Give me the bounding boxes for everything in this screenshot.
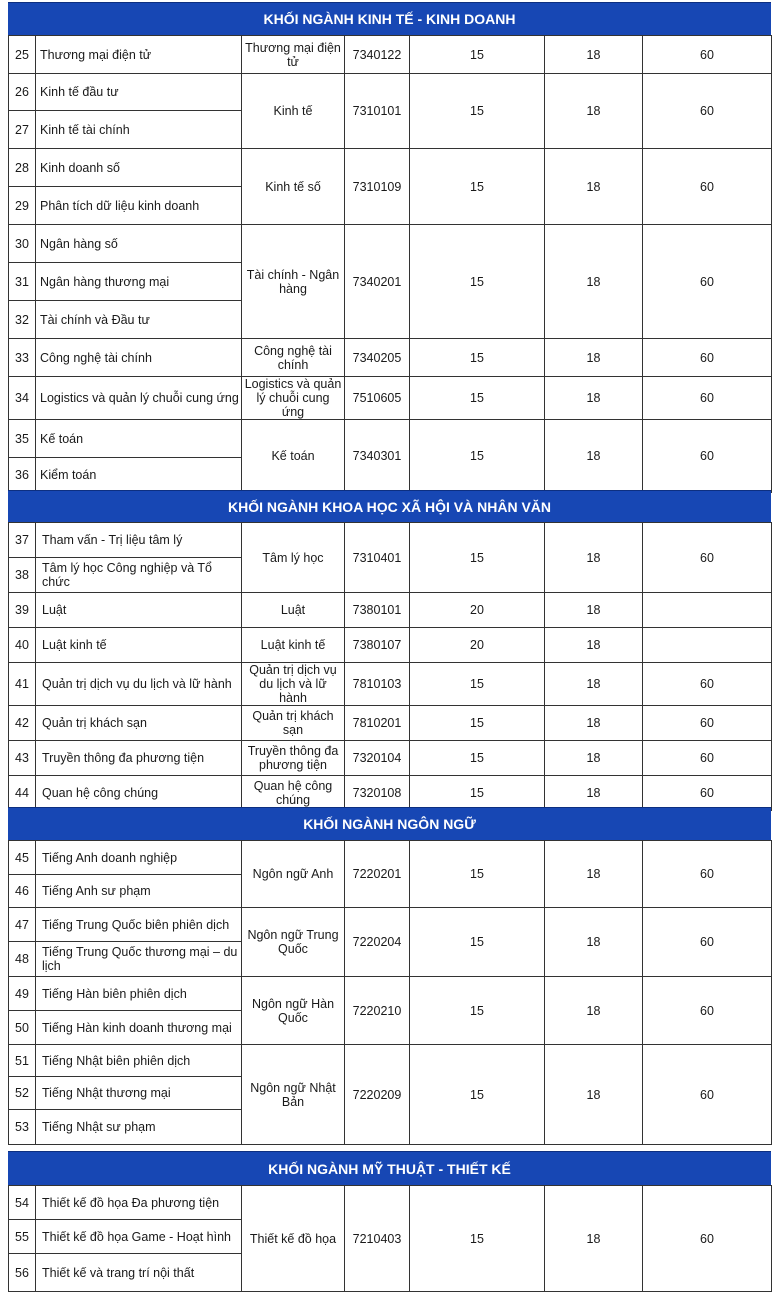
- row-number: 41: [9, 663, 36, 706]
- row-number: 36: [9, 458, 36, 493]
- table-row: [9, 841, 772, 875]
- table-row: [9, 628, 772, 663]
- major-code: 7340301: [345, 420, 410, 493]
- score-value: 18: [545, 36, 643, 74]
- section-table: [8, 1185, 771, 1292]
- program-name: Quản trị khách sạn: [36, 706, 242, 741]
- row-number: 30: [9, 225, 36, 263]
- major-name: Kinh tế số: [242, 149, 345, 225]
- row-number: 40: [9, 628, 36, 663]
- row-number: 37: [9, 523, 36, 558]
- row-number: 43: [9, 741, 36, 776]
- major-code: 7340205: [345, 339, 410, 377]
- program-name: Tiếng Nhật biên phiên dịch: [36, 1045, 242, 1077]
- major-code: 7380101: [345, 593, 410, 628]
- major-code: 7210403: [345, 1186, 410, 1292]
- section-header: [8, 490, 771, 523]
- score-value: 60: [643, 1186, 772, 1292]
- program-name: Thương mại điện tử: [36, 36, 242, 74]
- score-value: 60: [643, 420, 772, 493]
- score-value: 15: [410, 841, 545, 908]
- section-table: [8, 840, 771, 1145]
- major-code: 7510605: [345, 377, 410, 420]
- score-value: 18: [545, 908, 643, 977]
- score-value: 15: [410, 663, 545, 706]
- section-title: KHỐI NGÀNH KHOA HỌC XÃ HỘI VÀ NHÂN VĂN: [227, 498, 552, 515]
- score-value: 60: [643, 377, 772, 420]
- row-number: 33: [9, 339, 36, 377]
- major-name: Thiết kế đồ họa: [242, 1186, 345, 1292]
- program-name: Công nghệ tài chính: [36, 339, 242, 377]
- program-name: Kiểm toán: [36, 458, 242, 493]
- major-name: Truyền thông đa phương tiện: [242, 741, 345, 776]
- score-value: 60: [643, 36, 772, 74]
- score-value: 60: [643, 841, 772, 908]
- table-row: [9, 523, 772, 558]
- score-value: 15: [410, 523, 545, 593]
- major-code: 7810103: [345, 663, 410, 706]
- major-name: Công nghệ tài chính: [242, 339, 345, 377]
- program-name: Truyền thông đa phương tiện: [36, 741, 242, 776]
- row-number: 51: [9, 1045, 36, 1077]
- program-name: Tiếng Nhật thương mại: [36, 1077, 242, 1110]
- major-name: Tài chính - Ngân hàng: [242, 225, 345, 339]
- major-code: 7310401: [345, 523, 410, 593]
- score-value: 18: [545, 420, 643, 493]
- program-name: Tham vấn - Trị liệu tâm lý: [36, 523, 242, 558]
- program-name: Kinh doanh số: [36, 149, 242, 187]
- program-name: Luật: [36, 593, 242, 628]
- score-value: 60: [643, 339, 772, 377]
- score-value: 60: [643, 908, 772, 977]
- score-value: 18: [545, 523, 643, 593]
- score-value: 18: [545, 1045, 643, 1145]
- program-name: Quan hệ công chúng: [36, 776, 242, 811]
- major-code: 7320108: [345, 776, 410, 811]
- major-name: Logistics và quản lý chuỗi cung ứng: [242, 377, 345, 420]
- score-value: 60: [643, 1045, 772, 1145]
- section-title: KHỐI NGÀNH MỸ THUẬT - THIẾT KẾ: [268, 1160, 511, 1177]
- major-code: 7810201: [345, 706, 410, 741]
- table-row: [9, 977, 772, 1011]
- score-value: 15: [410, 741, 545, 776]
- program-name: Kinh tế đầu tư: [36, 74, 242, 111]
- score-value: 18: [545, 377, 643, 420]
- score-value: 18: [545, 149, 643, 225]
- row-number: 27: [9, 111, 36, 149]
- program-name: Tiếng Hàn kinh doanh thương mại: [36, 1011, 242, 1045]
- table-row: [9, 741, 772, 776]
- row-number: 54: [9, 1186, 36, 1220]
- program-name: Tiếng Anh sư phạm: [36, 875, 242, 908]
- major-name: Kinh tế: [242, 74, 345, 149]
- score-value: 20: [410, 593, 545, 628]
- program-name: Tiếng Hàn biên phiên dịch: [36, 977, 242, 1011]
- row-number: 48: [9, 942, 36, 977]
- row-number: 39: [9, 593, 36, 628]
- program-name: Quản trị dịch vụ du lịch và lữ hành: [36, 663, 242, 706]
- score-value: 18: [545, 74, 643, 149]
- score-value: 60: [643, 225, 772, 339]
- program-table: [8, 1185, 772, 1292]
- row-number: 35: [9, 420, 36, 458]
- row-number: 31: [9, 263, 36, 301]
- major-name: Quản trị dịch vụ du lịch và lữ hành: [242, 663, 345, 706]
- row-number: 26: [9, 74, 36, 111]
- program-table: [8, 840, 772, 1145]
- score-value: 60: [643, 74, 772, 149]
- major-code: 7340122: [345, 36, 410, 74]
- table-row: [9, 1186, 772, 1220]
- program-table: [8, 35, 772, 493]
- score-value: 18: [545, 741, 643, 776]
- row-number: 50: [9, 1011, 36, 1045]
- score-value: 15: [410, 149, 545, 225]
- section-title: KHỐI NGÀNH NGÔN NGỮ: [303, 816, 476, 832]
- major-code: 7340201: [345, 225, 410, 339]
- score-value: 60: [643, 741, 772, 776]
- program-name: Tiếng Anh doanh nghiệp: [36, 841, 242, 875]
- row-number: 32: [9, 301, 36, 339]
- score-value: 15: [410, 36, 545, 74]
- score-value: 60: [643, 977, 772, 1045]
- program-name: Ngân hàng thương mại: [36, 263, 242, 301]
- section-header: [8, 1151, 771, 1186]
- table-row: [9, 593, 772, 628]
- program-name: Logistics và quản lý chuỗi cung ứng: [36, 377, 242, 420]
- major-code: 7310109: [345, 149, 410, 225]
- score-value: 18: [545, 706, 643, 741]
- major-name: Tâm lý học: [242, 523, 345, 593]
- section-header: [8, 2, 771, 36]
- score-value: 18: [545, 977, 643, 1045]
- major-code: 7380107: [345, 628, 410, 663]
- program-name: Ngân hàng số: [36, 225, 242, 263]
- program-name: Thiết kế đồ họa Game - Hoạt hình: [36, 1220, 242, 1254]
- table-row: [9, 149, 772, 187]
- program-name: Tài chính và Đầu tư: [36, 301, 242, 339]
- table-row: [9, 776, 772, 811]
- row-number: 45: [9, 841, 36, 875]
- major-code: 7220204: [345, 908, 410, 977]
- section-table: [8, 522, 771, 811]
- major-code: 7320104: [345, 741, 410, 776]
- program-name: Luật kinh tế: [36, 628, 242, 663]
- table-row: [9, 663, 772, 706]
- score-value: 18: [545, 663, 643, 706]
- major-name: Ngôn ngữ Trung Quốc: [242, 908, 345, 977]
- row-number: 47: [9, 908, 36, 942]
- program-name: Kinh tế tài chính: [36, 111, 242, 149]
- score-value: 15: [410, 339, 545, 377]
- table-row: [9, 377, 772, 420]
- score-value: 60: [643, 706, 772, 741]
- row-number: 25: [9, 36, 36, 74]
- score-value: 15: [410, 377, 545, 420]
- major-name: Luật: [242, 593, 345, 628]
- table-row: [9, 1045, 772, 1077]
- score-value: 60: [643, 149, 772, 225]
- major-name: Thương mại điện tử: [242, 36, 345, 74]
- row-number: 38: [9, 558, 36, 593]
- section-header: [8, 807, 771, 841]
- row-number: 53: [9, 1110, 36, 1145]
- row-number: 42: [9, 706, 36, 741]
- program-name: Tiếng Trung Quốc thương mại – du lịch: [36, 942, 242, 977]
- row-number: 28: [9, 149, 36, 187]
- program-name: Thiết kế đồ họa Đa phương tiện: [36, 1186, 242, 1220]
- score-value: 15: [410, 420, 545, 493]
- score-value: 18: [545, 628, 643, 663]
- score-value: 18: [545, 841, 643, 908]
- major-name: Luật kinh tế: [242, 628, 345, 663]
- score-value: 18: [545, 593, 643, 628]
- score-value: 18: [545, 1186, 643, 1292]
- major-name: Ngôn ngữ Nhật Bản: [242, 1045, 345, 1145]
- row-number: 55: [9, 1220, 36, 1254]
- row-number: 44: [9, 776, 36, 811]
- table-row: [9, 420, 772, 458]
- row-number: 52: [9, 1077, 36, 1110]
- table-row: [9, 339, 772, 377]
- score-value: 15: [410, 908, 545, 977]
- table-row: [9, 706, 772, 741]
- program-name: Thiết kế và trang trí nội thất: [36, 1254, 242, 1292]
- program-table: [8, 522, 772, 811]
- score-value: 15: [410, 776, 545, 811]
- program-name: Tiếng Trung Quốc biên phiên dịch: [36, 908, 242, 942]
- score-value: 15: [410, 977, 545, 1045]
- score-value: 20: [410, 628, 545, 663]
- row-number: 49: [9, 977, 36, 1011]
- section-table: [8, 35, 771, 493]
- score-value: 15: [410, 74, 545, 149]
- score-value: 15: [410, 1045, 545, 1145]
- score-value: 60: [643, 663, 772, 706]
- score-value: 15: [410, 1186, 545, 1292]
- major-name: Kế toán: [242, 420, 345, 493]
- score-value: 18: [545, 776, 643, 811]
- score-value: 18: [545, 339, 643, 377]
- score-value: 15: [410, 706, 545, 741]
- major-code: 7220201: [345, 841, 410, 908]
- table-row: [9, 225, 772, 263]
- major-name: Quan hệ công chúng: [242, 776, 345, 811]
- score-value: 15: [410, 225, 545, 339]
- score-value: 60: [643, 523, 772, 593]
- score-value: 18: [545, 225, 643, 339]
- row-number: 56: [9, 1254, 36, 1292]
- major-code: 7310101: [345, 74, 410, 149]
- score-value: [643, 593, 772, 628]
- table-row: [9, 36, 772, 74]
- score-value: 60: [643, 776, 772, 811]
- major-code: 7220209: [345, 1045, 410, 1145]
- major-name: Quản trị khách sạn: [242, 706, 345, 741]
- major-code: 7220210: [345, 977, 410, 1045]
- program-name: Tâm lý học Công nghiệp và Tổ chức: [36, 558, 242, 593]
- major-name: Ngôn ngữ Hàn Quốc: [242, 977, 345, 1045]
- table-row: [9, 74, 772, 111]
- program-name: Kế toán: [36, 420, 242, 458]
- row-number: 34: [9, 377, 36, 420]
- program-name: Phân tích dữ liệu kinh doanh: [36, 187, 242, 225]
- score-value: [643, 628, 772, 663]
- row-number: 46: [9, 875, 36, 908]
- major-name: Ngôn ngữ Anh: [242, 841, 345, 908]
- table-row: [9, 908, 772, 942]
- program-name: Tiếng Nhật sư phạm: [36, 1110, 242, 1145]
- row-number: 29: [9, 187, 36, 225]
- section-title: KHỐI NGÀNH KINH TẾ - KINH DOANH: [263, 11, 516, 27]
